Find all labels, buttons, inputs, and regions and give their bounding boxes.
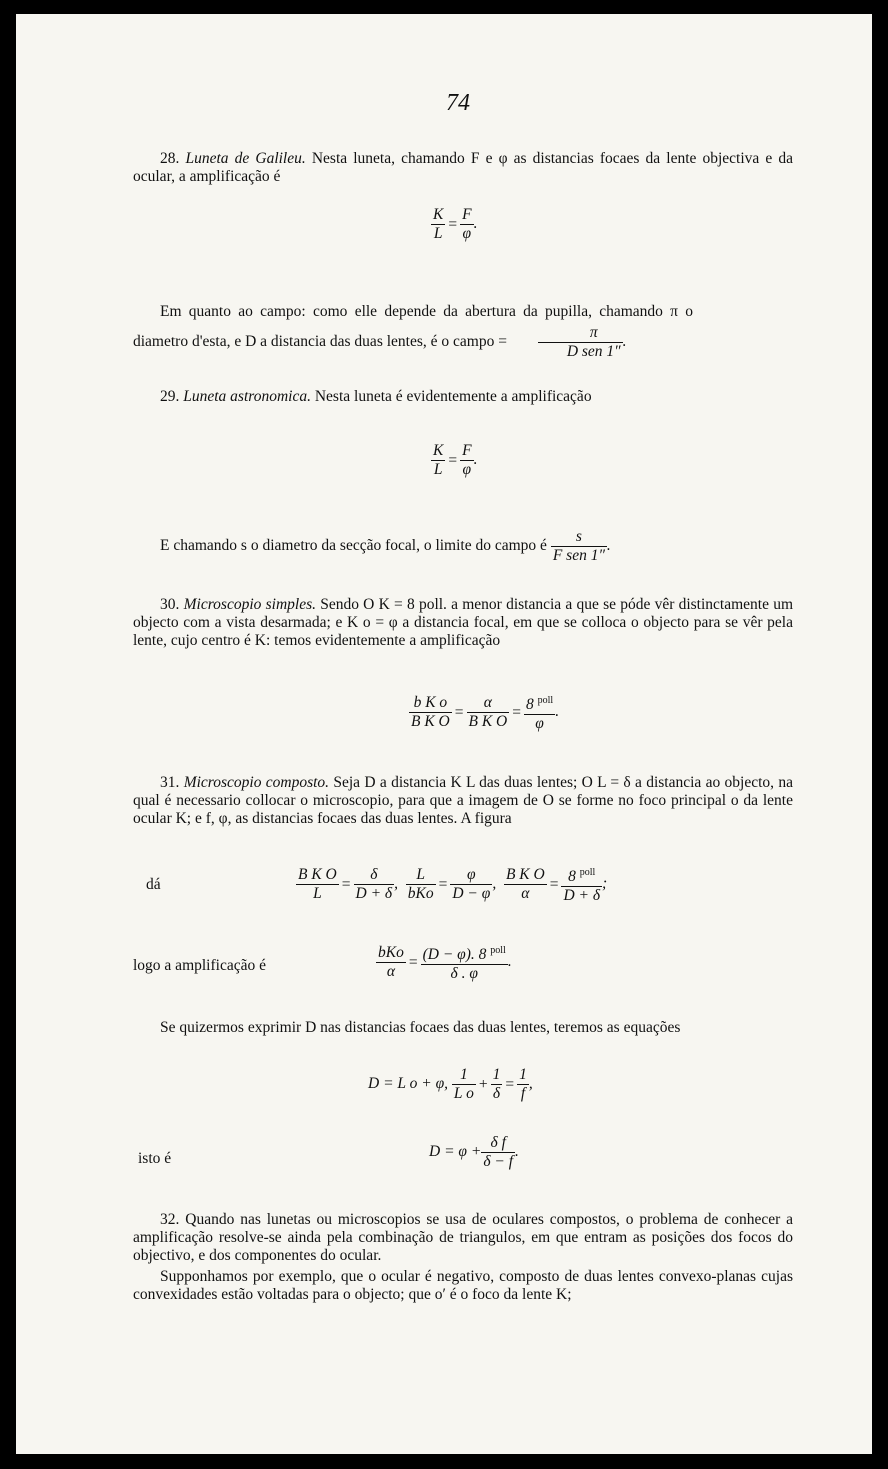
fraction-denominator: φ <box>535 715 544 733</box>
section-29-paragraph <box>133 388 793 406</box>
fraction-numerator: K <box>433 442 444 459</box>
fraction-denominator: L <box>313 885 322 903</box>
equation-31-figure-relations <box>296 864 607 905</box>
fraction-denominator: B K O <box>411 713 450 731</box>
section-31-paragraph <box>133 774 793 828</box>
equals-sign: = <box>512 703 521 721</box>
section-number: 32. <box>160 1211 180 1228</box>
plus-sign: + <box>478 1075 488 1093</box>
section-title: Microscopio simples. <box>183 596 316 613</box>
fraction-denominator: δ . φ <box>450 965 478 983</box>
section-title: Microscopio composto. <box>183 774 330 791</box>
section-text: Nesta luneta, chamando F e φ as distancias focaes da lente objectiva e da ocular, a amplificação é <box>133 150 794 185</box>
fraction-numerator <box>421 942 508 965</box>
fraction-numerator: F <box>462 206 472 223</box>
campo-text: Em quanto ao campo: como elle depende da abertura da pupilla, chamando π o diametro d'esta, e D a distancia das duas lentes, é o campo = <box>133 303 693 350</box>
equation-30-amplification <box>409 692 559 733</box>
fraction-numerator: π <box>538 324 623 343</box>
equation-28-amplification <box>431 206 477 243</box>
fraction-denominator: f <box>520 1085 526 1102</box>
quizermos-text: Se quizermos exprimir D nas distancias focaes das duas lentes, teremos as equações <box>160 1019 681 1036</box>
section-28-paragraph <box>133 150 793 186</box>
fraction-numerator: K <box>433 206 444 223</box>
equals-sign: = <box>549 875 559 893</box>
fraction-denominator: F sen 1″ <box>552 546 605 564</box>
fraction-denominator: D − φ <box>452 885 491 903</box>
logo-label: logo a amplificação é <box>133 957 266 974</box>
section-text: Nesta luneta é evidentemente a amplificação <box>310 388 592 405</box>
book-page <box>16 14 872 1454</box>
equals-sign: = <box>454 703 464 721</box>
equation-end: . <box>507 953 512 971</box>
fraction-numerator: s <box>551 528 607 547</box>
equation-31-amplification <box>376 942 512 983</box>
fraction-denominator: φ <box>462 225 472 242</box>
section-number: 29. <box>160 388 180 405</box>
section-30-paragraph <box>133 596 793 650</box>
equation-31-d-result <box>429 1134 519 1171</box>
unit-superscript: poll <box>579 867 596 878</box>
unit-superscript: poll <box>537 695 554 706</box>
fraction-denominator: L o <box>453 1085 474 1102</box>
fraction-denominator: D + δ <box>355 885 393 903</box>
equation-lhs: D = L o + φ, <box>368 1075 449 1093</box>
fraction-denominator: bKo <box>407 885 434 903</box>
fraction-numerator: δ <box>354 866 395 885</box>
separator: , <box>394 875 398 893</box>
section-number: 28. <box>160 150 180 167</box>
section-title: Luneta astronomica. <box>183 388 311 405</box>
equals-sign: = <box>408 953 418 971</box>
section-title: Luneta de Galileu. <box>185 150 306 167</box>
isto-label: isto é <box>138 1150 172 1167</box>
fraction-denominator: B K O <box>468 713 508 731</box>
equation-end: . <box>473 451 478 469</box>
equation-end: , <box>528 1075 533 1093</box>
fraction-numerator: 1 <box>519 1066 527 1083</box>
fraction-denominator: D sen 1″ <box>566 342 621 360</box>
fraction-numerator: B K O <box>298 866 337 884</box>
fraction-numerator: 1 <box>492 1066 501 1083</box>
equals-sign: = <box>448 215 458 233</box>
fraction-numerator: δ f <box>481 1134 515 1153</box>
fraction-denominator: δ <box>492 1085 501 1102</box>
equation-end: . <box>555 703 560 721</box>
equation-lhs: D = φ + <box>429 1143 482 1161</box>
section-number: 30. <box>160 596 180 613</box>
limit-fraction <box>551 528 611 565</box>
equation-end: . <box>515 1143 519 1161</box>
section-32-paragraph <box>133 1211 793 1265</box>
section-32-second-paragraph: Supponhamos por exemplo, que o ocular é negativo, composto de duas lentes convexo-planas cujas convexidades estão voltadas para o objecto; que o′ é o foco da lente K; <box>133 1268 793 1303</box>
fraction-denominator: L <box>433 461 443 478</box>
equation-end: ; <box>602 875 608 893</box>
section-number: 31. <box>160 774 180 791</box>
campo-fraction <box>511 324 627 361</box>
separator: , <box>492 875 497 893</box>
equals-sign: = <box>448 451 458 469</box>
equation-end: . <box>622 333 627 350</box>
numerator-value: 8 <box>568 868 576 886</box>
fraction-denominator: δ − f <box>483 1153 514 1170</box>
fraction-denominator: D + δ <box>563 887 601 905</box>
fraction-numerator: φ <box>450 866 492 885</box>
unit-superscript: poll <box>490 945 506 956</box>
equation-31-lens-relation <box>368 1066 533 1103</box>
page-number: 74 <box>446 90 470 116</box>
numerator-value: (D − φ). 8 <box>422 946 487 964</box>
limit-paragraph <box>160 527 611 565</box>
fraction-numerator: bKo <box>378 944 404 962</box>
campo-paragraph <box>133 297 693 361</box>
section-text: Seja D a distancia K L das duas lentes; O L = δ a distancia ao objecto, na qual é necessario collocar o microscopio, para que a imagem de O se forme no foco principal o da lente ocular K; e f, φ, as distancias focaes das duas lentes. A figura <box>133 774 794 827</box>
fraction-numerator: 1 <box>452 1066 476 1085</box>
fraction-numerator <box>524 692 555 715</box>
fraction-denominator: α <box>521 885 530 903</box>
fraction-denominator: φ <box>462 461 472 478</box>
fraction-numerator: b K o <box>409 694 452 713</box>
da-label: dá <box>146 876 161 893</box>
equals-sign: = <box>505 1075 515 1093</box>
fraction-numerator: α <box>467 694 510 713</box>
fraction-denominator: L <box>433 225 443 242</box>
fraction-numerator: B K O <box>505 866 545 884</box>
equals-sign: = <box>341 875 351 893</box>
equation-end: . <box>606 537 611 554</box>
fraction-numerator <box>561 864 602 887</box>
fraction-denominator: α <box>386 963 395 981</box>
equation-29-amplification <box>431 442 477 479</box>
limit-text: E chamando s o diametro da secção focal, o limite do campo é <box>160 537 547 554</box>
section-text: Sendo O K = 8 poll. a menor distancia a que se póde vêr distinctamente um objecto com a vista desarmada; e K o = φ a distancia focal, em que se colloca o objecto para se vêr pela lente, cujo centro é K: temos evidentemente a amplificação <box>133 596 793 649</box>
fraction-numerator: L <box>406 866 436 885</box>
numerator-value: 8 <box>526 696 534 714</box>
section-text: Quando nas lunetas ou microscopios se usa de oculares compostos, o problema de conhecer a amplificação resolve-se ainda pela combinação de triangulos, em que entram as posições dos focos do objectivo, e dos componentes do ocular. <box>133 1211 793 1264</box>
equals-sign: = <box>438 875 448 893</box>
fraction-numerator: F <box>462 442 472 459</box>
equation-end: . <box>473 215 478 233</box>
